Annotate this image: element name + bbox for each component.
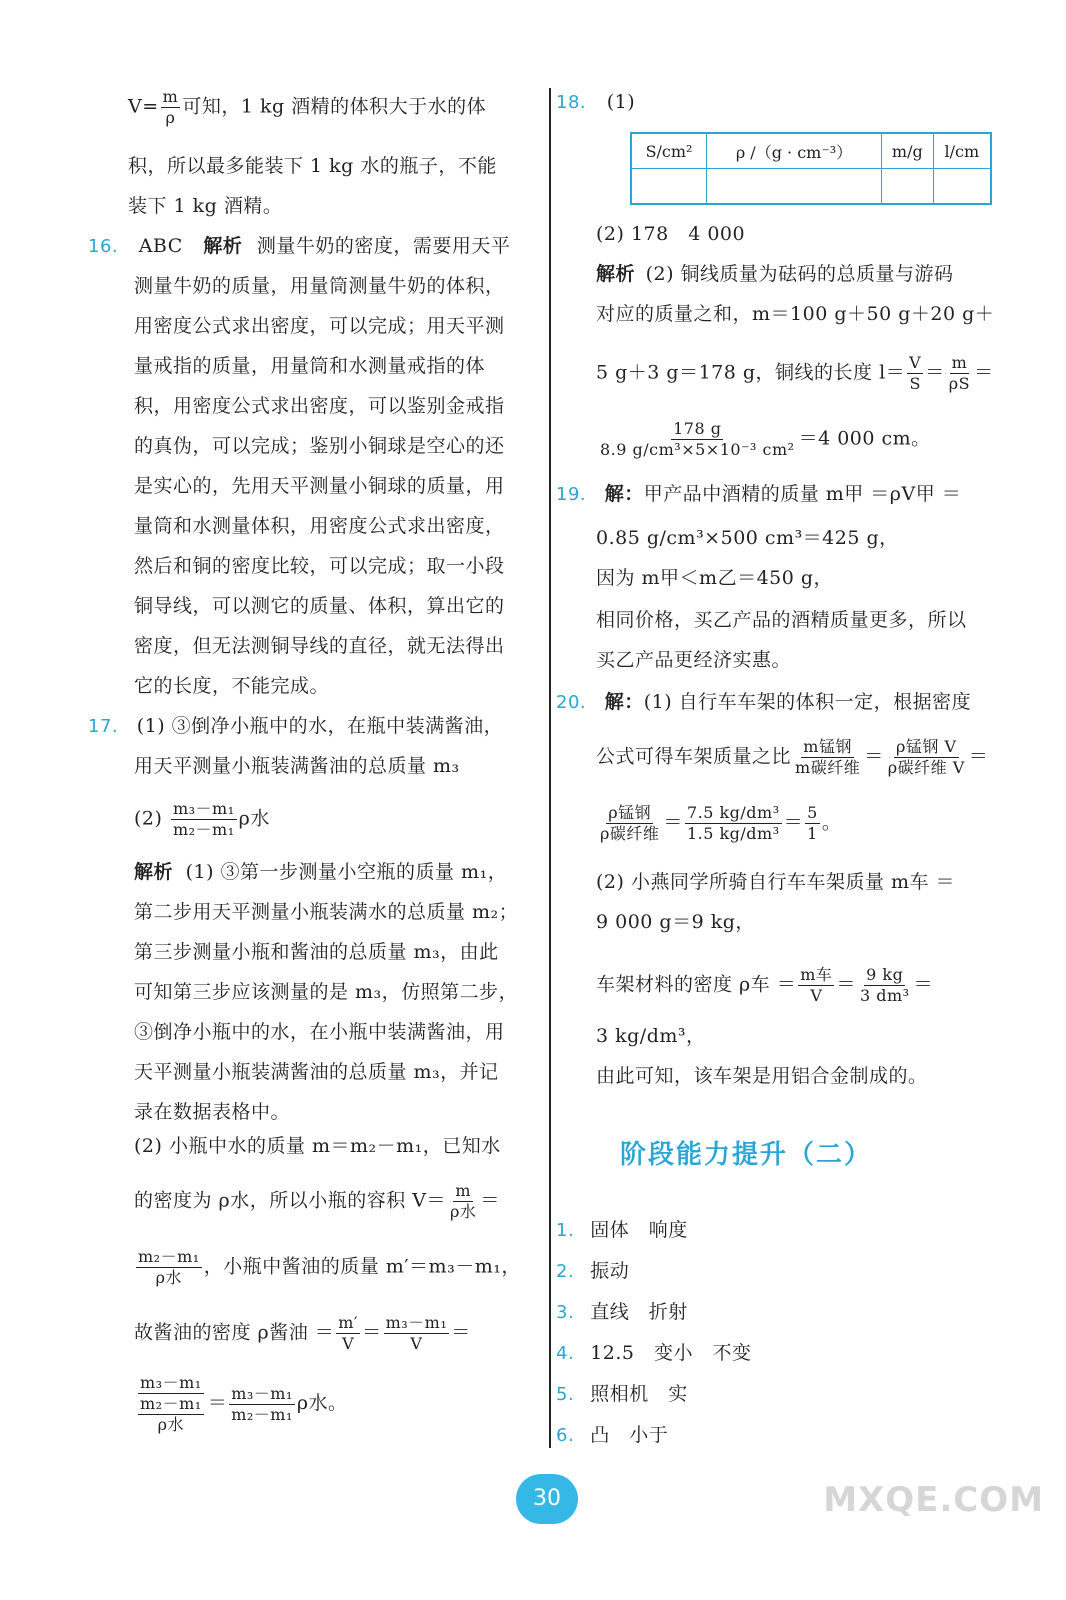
q17-line: 第三步测量小瓶和酱油的总质量 m₃，由此 <box>134 941 499 963</box>
analysis-label: 解析 <box>596 263 636 285</box>
question-number: 18. <box>556 92 587 113</box>
list-item <box>556 1216 688 1245</box>
answer-text: 振动 <box>590 1260 630 1282</box>
q17-analysis: 解析 (1) ③第一步测量小空瓶的质量 m₁， <box>134 861 508 883</box>
answer-text: 照相机 实 <box>590 1383 688 1405</box>
question-19: 19. 解：甲产品中酒精的质量 m甲 ＝ρV甲 ＝ <box>556 483 962 505</box>
question-number: 17. <box>88 716 119 737</box>
q16-line: 的真伪，可以完成；鉴别小铜球是空心的还 <box>134 435 505 457</box>
q16-line: 积，用密度公式求出密度，可以鉴别金戒指 <box>134 395 505 417</box>
q17-line: 第二步用天平测量小瓶装满水的总质量 m₂； <box>134 901 519 923</box>
fraction-m-over-rho: $\frac{m}{\rho}$ <box>162 87 179 127</box>
q16-line: 量筒和水测量体积，用密度公式求出密度， <box>134 515 505 537</box>
q18-line: $\frac{178 g}{\text{8.9 g/cm³×5×10⁻³ cm²}}$ ＝4 000 cm。 <box>600 419 931 459</box>
answer-text: 直线 折射 <box>590 1301 688 1323</box>
q19-line: 因为 m甲＜m乙＝450 g， <box>596 567 834 589</box>
q16-line: 用密度公式求出密度，可以完成；用天平测 <box>134 315 505 337</box>
question-17: 17. (1) ③倒净小瓶中的水，在瓶中装满酱油， <box>88 715 504 737</box>
table-header: S/cm² <box>631 133 707 169</box>
q16-line: 铜导线，可以测它的质量、体积，算出它的 <box>134 595 505 617</box>
list-item <box>556 1421 668 1450</box>
question-number: 19. <box>556 484 587 505</box>
q18-line: 对应的质量之和，m＝100 g＋50 g＋20 g＋ <box>596 303 995 325</box>
q15-line-2: 积，所以最多能装下 1 kg 水的瓶子，不能 <box>128 155 497 177</box>
table-row <box>631 169 991 205</box>
q19-line: 相同价格，买乙产品的酒精质量更多，所以 <box>596 609 967 631</box>
question-20: 20. 解：(1) 自行车车架的体积一定，根据密度 <box>556 691 972 713</box>
q17-line: (2) 小瓶中水的质量 m＝m₂－m₁，已知水 <box>134 1135 501 1157</box>
q16-line: 测量牛奶的质量，用量筒测量牛奶的体积， <box>134 275 505 297</box>
list-item <box>556 1298 688 1327</box>
q16-line: 密度，但无法测铜导线的直径，就无法得出 <box>134 635 505 657</box>
q17-line: 故酱油的密度 ρ酱油 ＝ $\frac{m'}{V}$ ＝ $\frac{\text{m₃－m₁}}{V}$ ＝ <box>134 1313 471 1353</box>
q16-line: 量戒指的质量，用量筒和水测量戒指的体 <box>134 355 486 377</box>
analysis-label: 解析 <box>203 235 243 257</box>
fraction: $\frac{\text{m₃－m₁}}{\text{m₂－m₁}}$ <box>172 799 235 839</box>
q20-line: 公式可得车架质量之比 $\frac{\text{m锰钢}}{\text{m碳纤维}}$ ＝ $\frac{\text{ρ锰钢 V}}{\text{ρ碳纤维 V}}$ ＝ <box>596 737 989 777</box>
question-16: 16. ABC 解析 测量牛奶的密度，需要用天平 <box>88 235 511 257</box>
question-number: 20. <box>556 692 587 713</box>
list-item <box>556 1257 629 1286</box>
answer: ABC <box>138 235 183 257</box>
q20-line: (2) 小燕同学所骑自行车车架质量 m车 ＝ <box>596 871 956 893</box>
q19-line: 买乙产品更经济实惠。 <box>596 649 792 671</box>
q17-line: $\frac{\text{m₂－m₁}}{\text{ρ水}}$ ，小瓶中酱油的质量 m′＝m₃－m₁， <box>138 1247 521 1287</box>
question-number: 4. <box>556 1343 575 1364</box>
watermark-logo: MXQE.COM <box>823 1480 1044 1520</box>
question-number: 16. <box>88 236 119 257</box>
q20-line: 由此可知，该车架是用铝合金制成的。 <box>596 1065 928 1087</box>
table-header: l/cm <box>933 133 991 169</box>
page-number-badge: 30 <box>516 1474 578 1524</box>
q17-line: 的密度为 ρ水，所以小瓶的容积 V＝ $\frac{m}{\text{ρ水}}$ ＝ <box>134 1181 500 1221</box>
table-header-row <box>631 133 991 169</box>
question-number: 5. <box>556 1384 575 1405</box>
column-divider <box>549 88 551 1448</box>
measurement-table <box>630 132 992 205</box>
answer-text: 固体 响度 <box>590 1219 688 1241</box>
q19-line: 0.85 g/cm³×500 cm³＝425 g， <box>596 527 899 549</box>
q16-line: 然后和铜的密度比较，可以完成；取一小段 <box>134 555 505 577</box>
q18-line: 5 g＋3 g＝178 g，铜线的长度 l＝ $\frac{V}{S}$ ＝ $\frac{m}{\rho S}$ ＝ <box>596 353 994 393</box>
q20-line: 3 kg/dm³， <box>596 1025 706 1047</box>
section-title: 阶段能力提升（二） <box>619 1140 872 1170</box>
question-number: 3. <box>556 1302 575 1323</box>
question-number: 1. <box>556 1220 575 1241</box>
q18-part-2: (2) 178 4 000 <box>596 223 746 245</box>
q17-line: 可知第三步应该测量的是 m₃，仿照第二步， <box>134 981 519 1003</box>
list-item <box>556 1380 688 1409</box>
q17-line: 天平测量小瓶装满酱油的总质量 m₃，并记 <box>134 1061 499 1083</box>
q20-line: $\frac{\text{ρ锰钢}}{\text{ρ碳纤维}}$ ＝ $\frac{\text{7.5 kg/dm³}}{\text{1.5 kg/dm³}}$ ＝ $\frac{5}{1}$ 。 <box>600 803 842 843</box>
q18-analysis: 解析 (2) 铜线质量为砝码的总质量与游码 <box>596 263 954 285</box>
table-header: ρ /（g · cm⁻³） <box>707 133 882 169</box>
q17-line: 录在数据表格中。 <box>134 1101 291 1123</box>
analysis-label: 解析 <box>134 861 174 883</box>
q15-line-3: 装下 1 kg 酒精。 <box>128 195 283 217</box>
question-number: 6. <box>556 1425 575 1446</box>
q17-line: ③倒净小瓶中的水，在小瓶中装满酱油，用 <box>134 1021 505 1043</box>
q16-line: 它的长度，不能完成。 <box>134 675 330 697</box>
q20-line: 车架材料的密度 ρ车 ＝ $\frac{\text{m车}}{V}$ ＝ $\frac{9 kg}{\text{3 dm³}}$ ＝ <box>596 965 934 1005</box>
question-number: 2. <box>556 1261 575 1282</box>
q17-part-2: (2) $\frac{\text{m₃－m₁}}{\text{m₂－m₁}}$ ρ水 <box>134 799 270 839</box>
question-18: 18. (1) <box>556 91 636 113</box>
q16-line: 是实心的，先用天平测量小铜球的质量，用 <box>134 475 505 497</box>
q17-final-formula: $\frac{\text{m₃－m₁}}{\frac{\text{m₂－m₁}}{\text{ρ水}}}$ ＝ $\frac{\text{m₃－m₁}}{\text{m₂－m₁}}$ ρ水。 <box>140 1373 348 1434</box>
q20-line: 9 000 g＝9 kg， <box>596 911 755 933</box>
list-item <box>556 1339 752 1368</box>
answer-text: 12.5 变小 不变 <box>590 1342 752 1364</box>
q15-line-1: V= $\frac{m}{\rho}$ 可知，1 kg 酒精的体积大于水的体 <box>128 87 487 127</box>
table-header: m/g <box>882 133 934 169</box>
q17-line: 用天平测量小瓶装满酱油的总质量 m₃ <box>134 755 460 777</box>
answer-text: 凸 小于 <box>590 1424 669 1446</box>
